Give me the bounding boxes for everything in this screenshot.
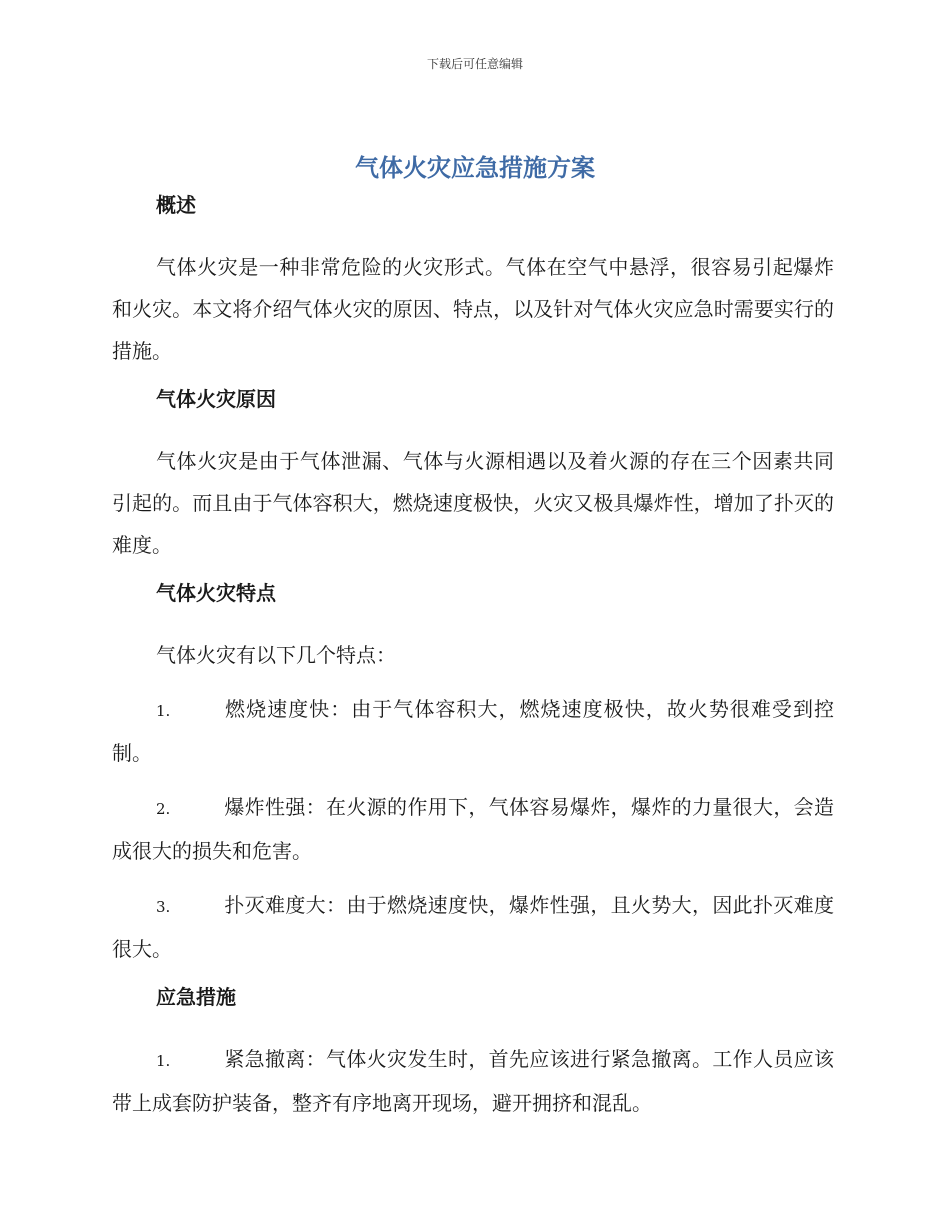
header-note: 下载后可任意编辑 — [426, 57, 523, 71]
list-number: 3. — [156, 898, 171, 916]
list-text: 燃烧速度快：由于气体容积大，燃烧速度极快，故火势很难受到控制。 — [112, 697, 834, 765]
section-heading-causes: 气体火灾原因 — [156, 387, 276, 411]
list-text: 扑灭难度大：由于燃烧速度快，爆炸性强，且火势大，因此扑灭难度很大。 — [112, 893, 834, 961]
section-heading-measures: 应急措施 — [156, 985, 236, 1009]
section-heading-overview: 概述 — [156, 193, 196, 217]
list-text: 紧急撤离：气体火灾发生时，首先应该进行紧急撤离。工作人员应该带上成套防护装备，整齐有序地离开现场，避开拥挤和混乱。 — [112, 1047, 834, 1115]
list-number: 2. — [156, 800, 171, 818]
paragraph-overview: 气体火灾是一种非常危险的火灾形式。气体在空气中悬浮，很容易引起爆炸和火灾。本文将介绍气体火灾的原因、特点，以及针对气体火灾应急时需要实行的措施。 — [112, 255, 834, 363]
paragraph-features-intro: 气体火灾有以下几个特点： — [156, 643, 396, 667]
list-item — [112, 786, 834, 872]
section-heading-features: 气体火灾特点 — [156, 581, 276, 605]
document-title: 气体火灾应急措施方案 — [355, 154, 595, 182]
list-number: 1. — [156, 1052, 171, 1070]
list-text: 爆炸性强：在火源的作用下，气体容易爆炸，爆炸的力量很大，会造成很大的损失和危害。 — [112, 795, 834, 863]
list-number: 1. — [156, 702, 171, 720]
paragraph-causes: 气体火灾是由于气体泄漏、气体与火源相遇以及着火源的存在三个因素共同引起的。而且由于气体容积大，燃烧速度极快，火灾又极具爆炸性，增加了扑灭的难度。 — [112, 449, 834, 557]
list-item — [112, 688, 834, 774]
list-item — [112, 1038, 834, 1124]
list-item — [112, 884, 834, 970]
document-body — [112, 190, 834, 1136]
